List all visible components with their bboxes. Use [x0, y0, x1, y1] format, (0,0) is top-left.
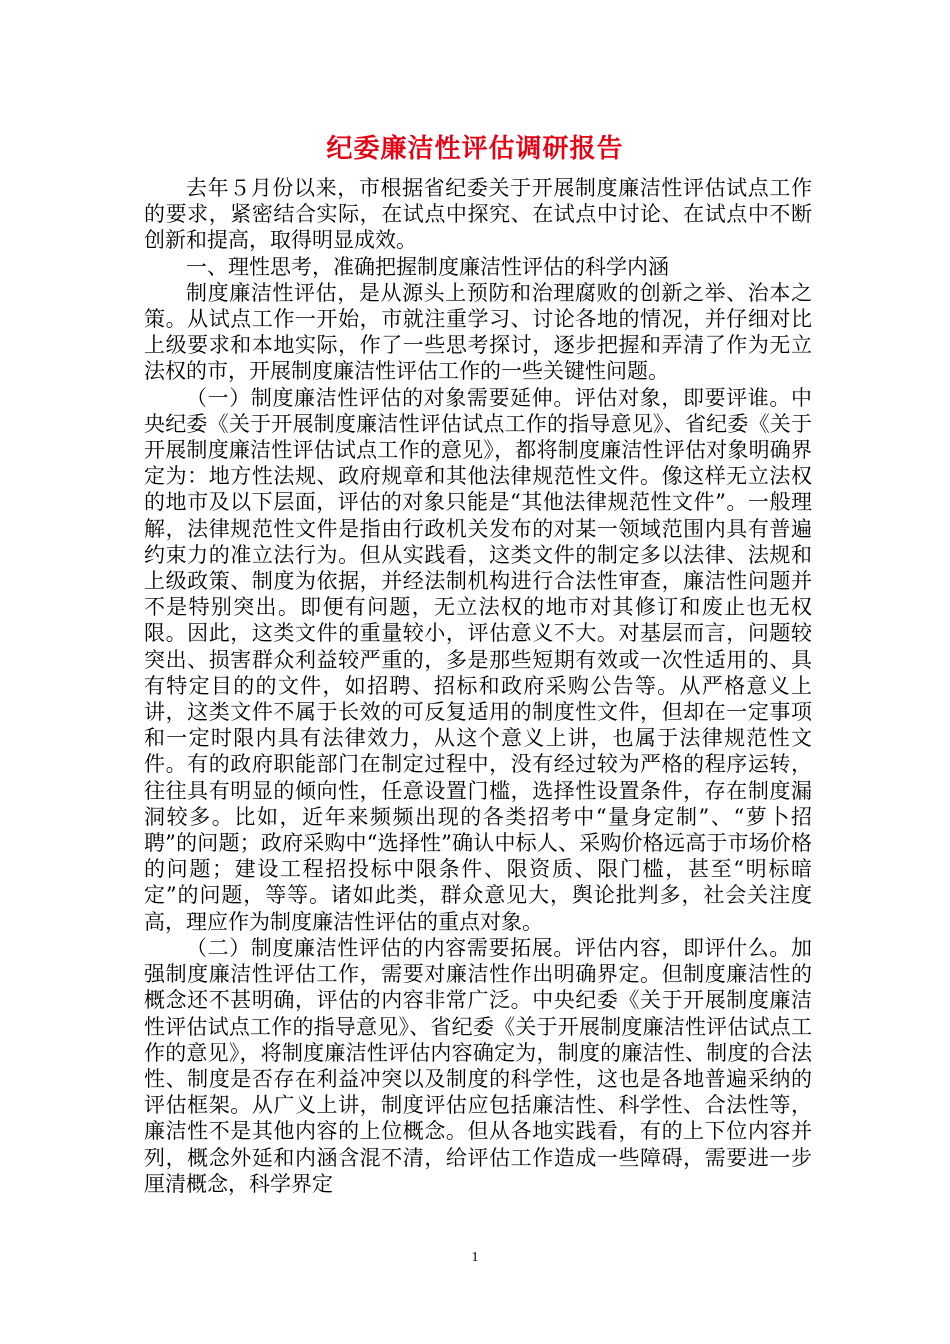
- document-body: [144, 175, 812, 1197]
- section-heading-1: 一、理性思考，准确把握制度廉洁性评估的科学内涵: [186, 254, 669, 279]
- paragraph-intro: 去年５月份以来，市根据省纪委关于开展制度廉洁性评估试点工作的要求，紧密结合实际，在试点中探究、在试点中讨论、在试点中不断创新和提高，取得明显成效。: [144, 176, 812, 253]
- paragraph-overview: 制度廉洁性评估，是从源头上预防和治理腐败的创新之举、治本之策。从试点工作一开始，市就注重学习、讨论各地的情况，并仔细对比上级要求和本地实际，作了一些思考探讨，逐步把握和弄清了作为无立法权的市，开展制度廉洁性评估工作的一些关键性问题。: [144, 280, 812, 384]
- paragraph-subsection-2: （二）制度廉洁性评估的内容需要拓展。评估内容，即评什么。加强制度廉洁性评估工作，需要对廉洁性作出明确界定。但制度廉洁性的概念还不甚明确，评估的内容非常广泛。中央纪委《关于开展制度廉洁性评估试点工作的指导意见》、省纪委《关于开展制度廉洁性评估试点工作的意见》，将制度廉洁性评估内容确定为，制度的廉洁性、制度的合法性、制度是否存在利益冲突以及制度的科学性，这也是各地普遍采纳的评估框架。从广义上讲，制度评估应包括廉洁性、科学性、合法性等，廉洁性不是其他内容的上位概念。但从各地实践看，有的上下位内容并列，概念外延和内涵含混不清，给评估工作造成一些障碍，需要进一步厘清概念，科学界定: [144, 935, 812, 1196]
- paragraph-subsection-1: （一）制度廉洁性评估的对象需要延伸。评估对象，即要评谁。中央纪委《关于开展制度廉洁性评估试点工作的指导意见》、省纪委《关于开展制度廉洁性评估试点工作的意见》，都将制度廉洁性评估对象明确界定为：地方性法规、政府规章和其他法律规范性文件。像这样无立法权的地市及以下层面，评估的对象只能是“其他法律规范性文件”。一般理解，法律规范性文件是指由行政机关发布的对某一领域范围内具有普遍约束力的准立法行为。但从实践看，这类文件的制定多以法律、法规和上级政策、制度为依据，并经法制机构进行合法性审查，廉洁性问题并不是特别突出。即便有问题，无立法权的地市对其修订和废止也无权限。因此，这类文件的重量较小，评估意义不大。对基层而言，问题较突出、损害群众利益较严重的，多是那些短期有效或一次性适用的、具有特定目的的文件，如招聘、招标和政府采购公告等。从严格意义上讲，这类文件不属于长效的可反复适用的制度性文件，但却在一定事项和一定时限内具有法律效力，从这个意义上讲，也属于法律规范性文件。有的政府职能部门在制定过程中，没有经过较为严格的程序运转，往往具有明显的倾向性，任意设置门槛，选择性设置条件，存在制度漏洞较多。比如，近年来频频出现的各类招考中“量身定制”、“萝卜招聘”的问题；政府采购中“选择性”确认中标人、采购价格远高于市场价格的问题；建设工程招投标中限条件、限资质、限门槛，甚至“明标暗定”的问题，等等。诸如此类，群众意见大，舆论批判多，社会关注度高，理应作为制度廉洁性评估的重点对象。: [144, 385, 812, 934]
- page-number: 1: [471, 1250, 479, 1265]
- document-title: 纪委廉洁性评估调研报告: [326, 134, 624, 164]
